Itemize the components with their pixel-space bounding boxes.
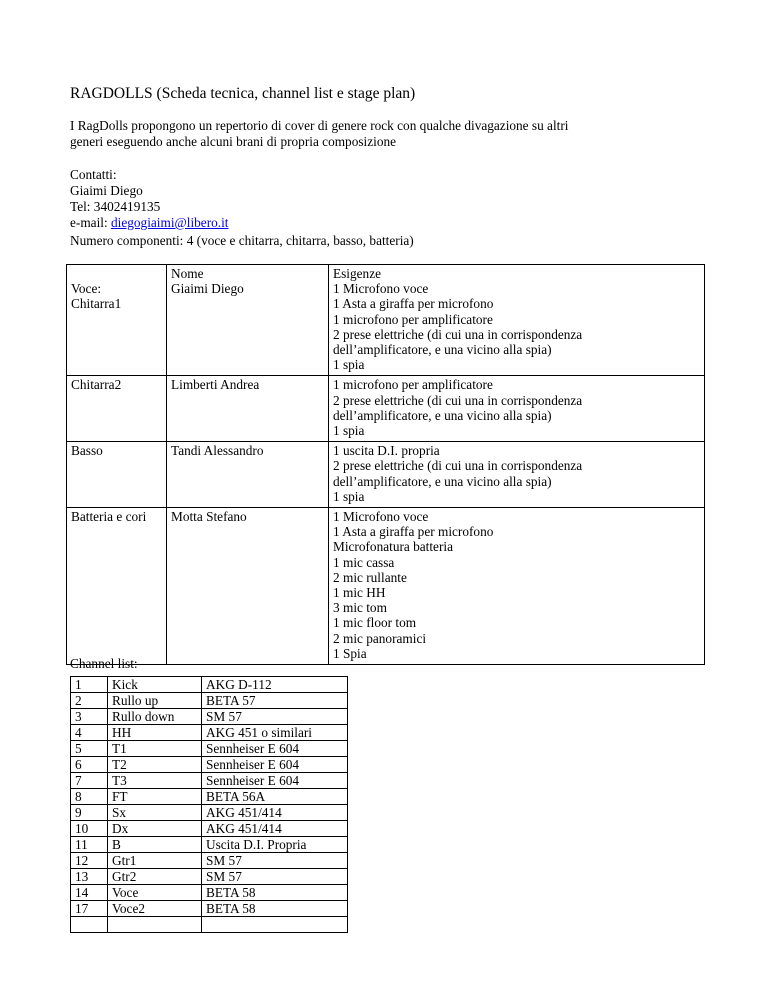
channel-row <box>71 709 348 725</box>
cell-line: 2 mic rullante <box>333 569 407 585</box>
members-count: Numero componenti: 4 (voce e chitarra, chitarra, basso, batteria) <box>70 233 414 248</box>
tech-needs-cell <box>329 508 705 665</box>
channel-number: 11 <box>71 837 108 853</box>
cell-line: 1 Asta a giraffa per microfono <box>333 524 494 540</box>
contacts-label: Contatti: <box>70 167 117 182</box>
tech-role-cell <box>67 376 167 442</box>
channel-row <box>71 821 348 837</box>
channel-source: T1 <box>108 741 202 757</box>
channel-source: T2 <box>108 757 202 773</box>
cell-line: 1 microfono per amplificatore <box>333 311 493 327</box>
cell-line: Chitarra1 <box>71 296 122 312</box>
channel-row <box>71 901 348 917</box>
channel-number: 17 <box>71 901 108 917</box>
channel-row <box>71 789 348 805</box>
contacts-block <box>70 167 229 231</box>
cell-line: Esigenze <box>333 266 381 281</box>
channel-number: 8 <box>71 789 108 805</box>
channel-number: 4 <box>71 725 108 741</box>
channel-source: Gtr1 <box>108 853 202 869</box>
contact-email <box>70 215 229 231</box>
cell-line: 1 spia <box>333 488 365 504</box>
channel-mic: Sennheiser E 604 <box>202 773 348 789</box>
channel-row <box>71 837 348 853</box>
channel-row <box>71 853 348 869</box>
tech-needs-cell <box>329 265 705 376</box>
channel-source: T3 <box>108 773 202 789</box>
tech-row <box>67 376 705 442</box>
email-label: e-mail: <box>70 215 108 230</box>
tech-name-cell <box>167 508 329 665</box>
channel-source: Sx <box>108 805 202 821</box>
channel-mic: BETA 58 <box>202 885 348 901</box>
channel-source: Kick <box>108 677 202 693</box>
cell-line: 1 Asta a giraffa per microfono <box>333 296 494 312</box>
channel-number: 3 <box>71 709 108 725</box>
tech-role-cell <box>67 442 167 508</box>
contact-phone: Tel: 3402419135 <box>70 199 161 214</box>
cell-line: 1 spia <box>333 357 365 373</box>
channel-mic: AKG D-112 <box>202 677 348 693</box>
cell-line: 2 prese elettriche (di cui una in corrispondenza <box>333 458 583 474</box>
channel-row <box>71 885 348 901</box>
cell-line <box>71 266 162 281</box>
channel-number <box>71 917 108 933</box>
channel-row <box>71 917 348 933</box>
channel-number: 14 <box>71 885 108 901</box>
intro-line: generi eseguendo anche alcuni brani di propria composizione <box>70 134 397 149</box>
intro-paragraph <box>70 118 568 150</box>
tech-role-cell <box>67 265 167 376</box>
channel-source <box>108 917 202 933</box>
cell-line: 2 mic panoramici <box>333 630 427 646</box>
tech-sheet-table <box>66 264 705 665</box>
tech-role-cell <box>67 508 167 665</box>
cell-line: 2 prese elettriche (di cui una in corrispondenza <box>333 392 583 408</box>
channel-row <box>71 773 348 789</box>
channel-mic <box>202 917 348 933</box>
cell-line: Nome <box>171 266 204 281</box>
cell-line: 1 Microfono voce <box>333 281 429 297</box>
channel-list-table <box>70 676 348 933</box>
channel-mic: Sennheiser E 604 <box>202 757 348 773</box>
channel-mic: BETA 57 <box>202 693 348 709</box>
cell-line: 2 prese elettriche (di cui una in corrispondenza <box>333 326 583 342</box>
channel-mic: SM 57 <box>202 869 348 885</box>
channel-source: FT <box>108 789 202 805</box>
channel-mic: BETA 58 <box>202 901 348 917</box>
cell-line: Basso <box>71 443 103 459</box>
channel-number: 7 <box>71 773 108 789</box>
channel-mic: SM 57 <box>202 853 348 869</box>
channel-source: HH <box>108 725 202 741</box>
tech-name-cell <box>167 376 329 442</box>
contact-name: Giaimi Diego <box>70 183 143 198</box>
channel-row <box>71 693 348 709</box>
cell-line: 1 Microfono voce <box>333 509 429 525</box>
tech-row <box>67 442 705 508</box>
cell-line: 1 mic floor tom <box>333 615 417 631</box>
cell-line: Motta Stefano <box>171 509 247 525</box>
channel-number: 5 <box>71 741 108 757</box>
channel-mic: Uscita D.I. Propria <box>202 837 348 853</box>
cell-line: Limberti Andrea <box>171 377 260 393</box>
channel-row <box>71 805 348 821</box>
channel-source: Voce2 <box>108 901 202 917</box>
cell-line: Voce: <box>71 281 102 297</box>
channel-mic: AKG 451/414 <box>202 805 348 821</box>
channel-number: 13 <box>71 869 108 885</box>
channel-number: 10 <box>71 821 108 837</box>
channel-mic: SM 57 <box>202 709 348 725</box>
cell-line: 1 Spia <box>333 645 367 661</box>
cell-line: 1 mic HH <box>333 585 386 601</box>
channel-number: 12 <box>71 853 108 869</box>
cell-line: Giaimi Diego <box>171 281 244 297</box>
channel-number: 6 <box>71 757 108 773</box>
channel-row <box>71 869 348 885</box>
cell-line: dell’amplificatore, e una vicino alla spia) <box>333 342 552 358</box>
tech-name-cell <box>167 265 329 376</box>
tech-row <box>67 265 705 376</box>
cell-line: 1 spia <box>333 423 365 439</box>
channel-mic: AKG 451 o similari <box>202 725 348 741</box>
channel-number: 2 <box>71 693 108 709</box>
email-link[interactable]: diegogiaimi@libero.it <box>111 215 229 230</box>
channel-mic: BETA 56A <box>202 789 348 805</box>
cell-line: Microfonatura batteria <box>333 539 453 555</box>
channel-list-label: Channel list: <box>70 656 138 671</box>
cell-line: 1 uscita D.I. propria <box>333 443 440 459</box>
channel-source: Voce <box>108 885 202 901</box>
channel-mic: AKG 451/414 <box>202 821 348 837</box>
tech-needs-cell <box>329 376 705 442</box>
channel-row <box>71 741 348 757</box>
channel-source: Dx <box>108 821 202 837</box>
cell-line: Batteria e cori <box>71 509 147 525</box>
channel-row <box>71 757 348 773</box>
channel-row <box>71 725 348 741</box>
cell-line: 1 mic cassa <box>333 554 395 570</box>
cell-line: dell’amplificatore, e una vicino alla spia) <box>333 407 552 423</box>
cell-line: 1 microfono per amplificatore <box>333 377 493 393</box>
channel-source: Gtr2 <box>108 869 202 885</box>
cell-line: Tandi Alessandro <box>171 443 264 459</box>
cell-line: 3 mic tom <box>333 600 387 616</box>
channel-source: B <box>108 837 202 853</box>
channel-source: Rullo down <box>108 709 202 725</box>
channel-number: 9 <box>71 805 108 821</box>
document-title: RAGDOLLS (Scheda tecnica, channel list e stage plan) <box>70 85 416 102</box>
tech-name-cell <box>167 442 329 508</box>
channel-source: Rullo up <box>108 693 202 709</box>
intro-line: I RagDolls propongono un repertorio di cover di genere rock con qualche divagazione su altri <box>70 118 569 133</box>
tech-needs-cell <box>329 442 705 508</box>
cell-line: Chitarra2 <box>71 377 122 393</box>
channel-mic: Sennheiser E 604 <box>202 741 348 757</box>
cell-line: dell’amplificatore, e una vicino alla spia) <box>333 473 552 489</box>
channel-number: 1 <box>71 677 108 693</box>
channel-row <box>71 677 348 693</box>
tech-row <box>67 508 705 665</box>
